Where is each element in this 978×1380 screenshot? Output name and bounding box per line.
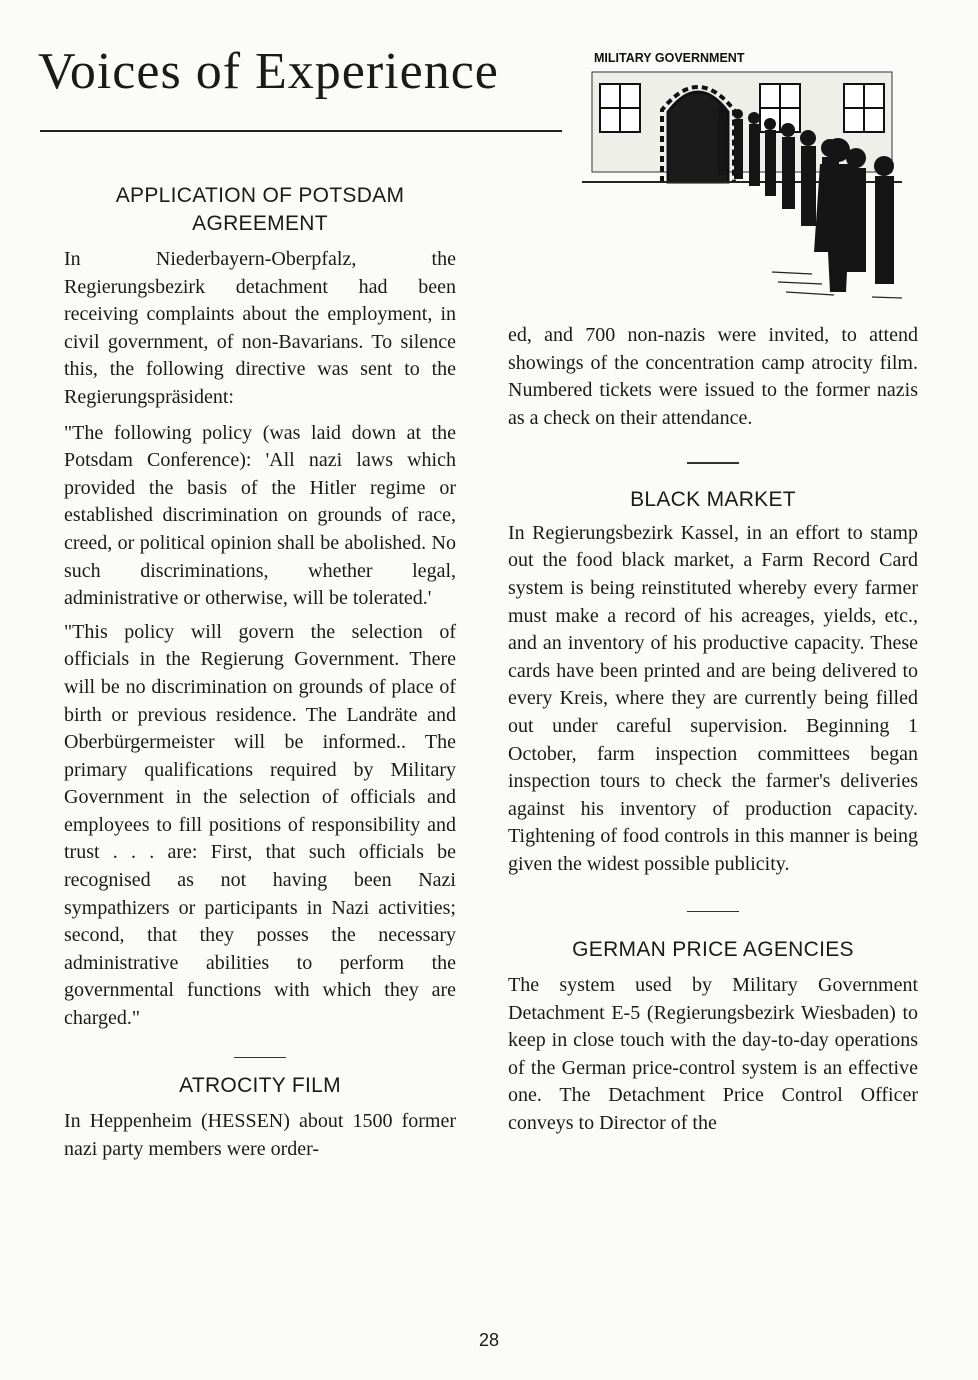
page-number: 28 [478, 1330, 500, 1350]
paragraph: The system used by Military Government Detachment E-5 (Regierungsbezirk Wiesbaden) to keep in close touch with the day-to-day operations of the German price-control system is an effective one. The Detachment Price Control Officer conveys to Director of the [508, 974, 918, 1135]
heading-line: APPLICATION OF POTSDAM [115, 184, 405, 207]
section-heading-black-market: BLACK MARKET [630, 487, 796, 511]
section-heading-price: GERMAN PRICE AGENCIES [572, 938, 854, 962]
queue-at-doorway-illustration [572, 42, 912, 310]
right-column [508, 322, 918, 1138]
left-column [64, 182, 456, 1163]
illustration-caption: MILITARY GOVERNMENT [594, 51, 745, 65]
paragraph: "The following policy (was laid down at the Potsdam Conference): 'All nazi laws which provided the basis of the Hitler regime or established discrimination on grounds of race, creed, or political opinion shall be abolished. No such discriminations, whether legal, administrative or otherwise, will be tolerated.' [64, 421, 456, 610]
title-rule [40, 130, 562, 132]
paragraph: In Heppenheim (HESSEN) about 1500 former nazi party members were order- [64, 1110, 456, 1160]
page-title: Voices of Experience [38, 43, 499, 100]
military-government-illustration [572, 42, 912, 310]
paragraph: "This policy will govern the selection of officials in the Regierung Government. There will be no discrimination on grounds of place of birth or previous residence. The Landräte and Oberbürgermeister will be informed.. The primary qualifications required by Military Government in the selection of officials and employees to fill positions of responsibility and trust . . . are: First, that such officials be recognised as not having been Nazi sympathizers or participants in Nazi activities; second, that they posses the necessary administrative abilities to perform the governmental functions with which they are charged." [64, 620, 456, 1030]
paragraph: In Regierungsbezirk Kassel, in an effort to stamp out the food black market, a Farm Record Card system is being reinstituted whereby every farmer must make a record of his acreages, yields, etc., and an inventory of his productive capacity. These cards have been printed and are being delivered to every Kreis, where they are currently being filled out under careful supervision. Beginning 1 October, farm inspection committees began inspection tours to check the farmer's deliveries against his inventory of production capacity. Tightening of food controls in this manner is being given the widest possible publicity. [508, 521, 918, 875]
section-heading-potsdam [64, 182, 456, 238]
paragraph: ed, and 700 non-nazis were invited, to attend showings of the concentration camp atrocity film. Numbered tickets were issued to the former nazis as a check on their attendance. [508, 324, 918, 429]
heading-line: AGREEMENT [192, 212, 328, 235]
paragraph: In Niederbayern-Oberpfalz, the Regierungsbezirk detachment had been receiving complaints about the employment, in civil government, of non-Bavarians. To silence this, the following directive was sent to the Regierungspräsident: [64, 248, 456, 408]
section-heading-atrocity: ATROCITY FILM [179, 1074, 341, 1098]
